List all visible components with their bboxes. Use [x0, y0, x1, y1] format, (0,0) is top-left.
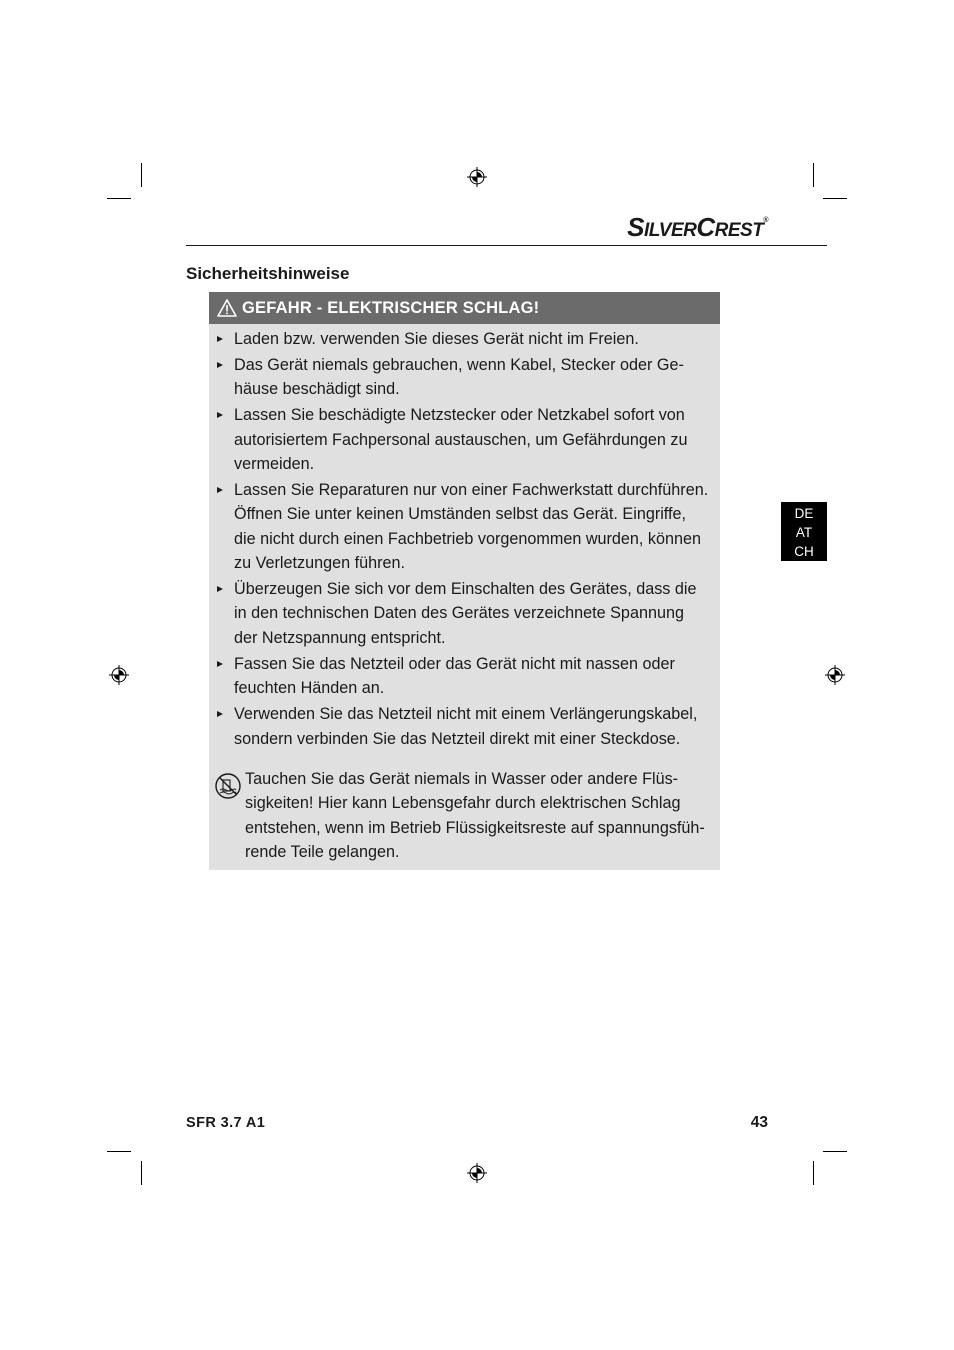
bullet-arrow-icon [217, 487, 223, 493]
warning-triangle-icon [217, 299, 237, 317]
bullet-text: Verwenden Sie das Netzteil nicht mit einem Verlängerungskabel, sondern verbinden Sie das Netzteil direkt mit einer Steckdose. [234, 705, 698, 748]
warning-title: GEFAHR - ELEKTRISCHER SCHLAG! [242, 298, 540, 317]
warning-bullet-list [209, 327, 720, 753]
list-item [209, 327, 720, 351]
bullet-text: Laden bzw. verwenden Sie dieses Gerät nicht im Freien. [234, 330, 639, 348]
registration-mark-icon [109, 665, 129, 685]
lang-code: AT [795, 525, 813, 540]
lang-code: DE [794, 506, 814, 521]
list-item [209, 702, 720, 751]
list-item [209, 353, 720, 402]
water-immersion-note [215, 767, 715, 864]
registration-mark-icon [467, 167, 487, 187]
bullet-text: Das Gerät niemals gebrauchen, wenn Kabel, Stecker oder Ge- häuse beschädigt sind. [234, 356, 684, 399]
water-note-text: Tauchen Sie das Gerät niemals in Wasser oder andere Flüs- sigkeiten! Hier kann Lebensgefahr durch elektrischen Schlag entstehen, wenn im Betrieb Flüssigkeitsreste auf spannungsfüh- rende Teile gelangen. [245, 770, 705, 861]
list-item [209, 652, 720, 701]
bullet-arrow-icon [217, 336, 223, 342]
crop-mark [141, 163, 142, 187]
list-item [209, 403, 720, 476]
crop-mark [813, 1161, 814, 1185]
crop-mark [813, 163, 814, 187]
warning-box [209, 292, 720, 870]
bullet-arrow-icon [217, 711, 223, 717]
bullet-text: Fassen Sie das Netzteil oder das Gerät nicht mit nassen oder feuchten Händen an. [234, 654, 675, 698]
bullet-text: Lassen Sie beschädigte Netzstecker oder Netzkabel sofort von autorisiertem Fachpersonal austauschen, um Gefährdungen zu vermeiden. [234, 406, 688, 474]
bullet-arrow-icon [217, 661, 223, 667]
crop-mark [823, 198, 847, 199]
bullet-arrow-icon [217, 586, 223, 592]
no-water-immersion-icon [215, 773, 241, 799]
registration-mark-icon [467, 1163, 487, 1183]
list-item [209, 478, 720, 575]
bullet-arrow-icon [217, 412, 223, 418]
crop-mark [823, 1151, 847, 1152]
bullet-arrow-icon [217, 362, 223, 368]
brand-logo: SILVERCREST® [627, 212, 768, 242]
language-tab [781, 502, 827, 561]
header-rule [186, 245, 827, 246]
list-item [209, 577, 720, 650]
section-title: Sicherheitshinweise [186, 264, 350, 283]
lang-code: CH [794, 544, 814, 559]
registration-mark-icon [825, 665, 845, 685]
crop-mark [141, 1161, 142, 1185]
page-number: 43 [750, 1114, 768, 1131]
model-number: SFR 3.7 A1 [186, 1115, 266, 1131]
warning-header [209, 292, 720, 324]
bullet-text: Überzeugen Sie sich vor dem Einschalten des Gerätes, dass die in den technischen Daten des Gerätes verzeichnete Spannung der Netzspannung entspricht. [234, 580, 697, 647]
crop-mark [107, 1151, 131, 1152]
crop-mark [107, 198, 131, 199]
bullet-text: Lassen Sie Reparaturen nur von einer Fachwerkstatt durchführen. Öffnen Sie unter keinen Umständen selbst das Gerät. Eingriffe, die nicht durch einen Fachbetrieb vorgenommen wurden, können zu Verletzungen führen. [234, 481, 709, 573]
